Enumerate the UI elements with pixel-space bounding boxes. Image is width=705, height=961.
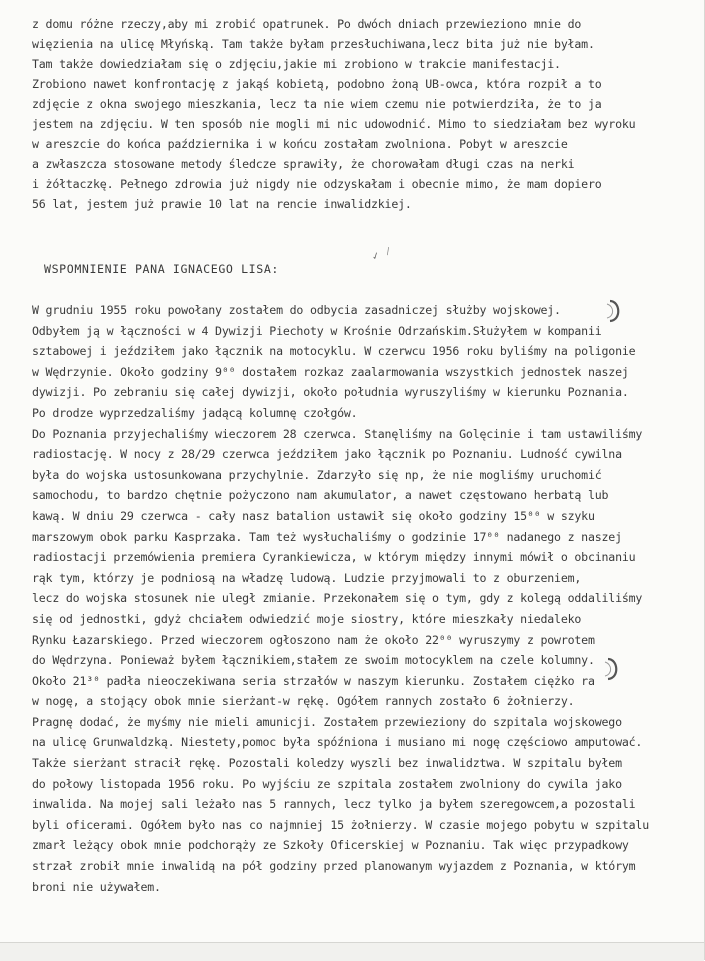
- text-line: w nogę, a stojący obok mnie sierżant-w rękę. Ogółem rannych zostało 6 żołnierzy.: [32, 694, 575, 709]
- text-line: Rynku Łazarskiego. Przed wieczorem ogłoszono nam że około 22⁰⁰ wyruszymy z powrotem: [32, 632, 595, 647]
- text-line: radiostację. W nocy z 28/29 czerwca jeździłem jako łącznik po Poznaniu. Ludność cywilna: [32, 447, 622, 462]
- text-line: sztabowej i jeździłem jako łącznik na motocyklu. W czerwcu 1956 roku byliśmy na poligonie: [32, 344, 636, 359]
- text-line: lecz do wojska stosunek nie uległ zmianie. Przekonałem się o tym, gdy z kolegą oddaliliśmy: [32, 591, 643, 606]
- text-line: kawą. W dniu 29 czerwca - cały nasz batalion ustawił się około godziny 15⁰⁰ w szyku: [32, 508, 595, 523]
- page-bottom-edge: [0, 942, 704, 961]
- text-line: więzienia na ulicę Młyńską. Tam także byłam przesłuchiwana,lecz bita już nie byłam.: [32, 37, 595, 51]
- paragraph-top: [32, 14, 666, 214]
- text-line: Po drodze wyprzedzaliśmy jadącą kolumnę czołgów.: [32, 405, 358, 420]
- text-line: 56 lat, jestem już prawie 10 lat na rencie inwalidzkiej.: [32, 197, 412, 211]
- text-line: Także sierżant stracił rękę. Pozostali koledzy wyszli bez inwalidztwa. W szpitalu byłem: [32, 756, 622, 771]
- text-line: dywizji. Po zebraniu się całej dywizji, około południa wyruszyliśmy w kierunku Poznania.: [32, 385, 629, 400]
- text-line: byli oficerami. Ogółem było nas co najmniej 15 żołnierzy. W czasie mojego pobytu w szpitalu: [32, 817, 649, 832]
- punch-hole-mark: [606, 298, 624, 324]
- text-line: marszowym obok parku Kasprzaka. Tam też wysłuchaliśmy o godzinie 17⁰⁰ nadanego z naszej: [32, 529, 622, 544]
- section-heading: WSPOMNIENIE PANA IGNACEGO LISA:: [44, 262, 279, 276]
- text-line: do Wędrzyna. Ponieważ byłem łącznikiem,stałem ze swoim motocyklem na czele kolumny.: [32, 653, 595, 668]
- text-line: rąk tym, którzy je podniosą na władzę ludową. Ludzie przyjmowali to z oburzeniem,: [32, 570, 582, 585]
- text-line: inwalida. Na mojej sali leżało nas 5 rannych, lecz tylko ja byłem szeregowcem,a pozostali: [32, 797, 636, 812]
- text-line: Do Poznania przyjechaliśmy wieczorem 28 czerwca. Stanęliśmy na Golęcinie i tam ustawiliśmy: [32, 426, 643, 441]
- text-line: a zwłaszcza stosowane metody śledcze sprawiły, że chorowałam długi czas na nerki: [32, 157, 575, 171]
- text-line: strzał zrobił mnie inwalidą na pół godziny przed planowanym wyjazdem z Poznania, w którym: [32, 859, 636, 874]
- text-line: i żółtaczkę. Pełnego zdrowia już nigdy nie odzyskałam i obecnie mimo, że mam dopiero: [32, 177, 602, 191]
- text-line: na ulicę Grunwaldzką. Niestety,pomoc była spóźniona i musiano mi nogę częściowo amputować.: [32, 735, 643, 750]
- text-line: z domu różne rzeczy,aby mi zrobić opatrunek. Po dwóch dniach przewieziono mnie do: [32, 17, 582, 31]
- text-line: Pragnę dodać, że myśmy nie mieli amunicji. Zostałem przewieziony do szpitala wojskowego: [32, 714, 622, 729]
- text-line: w areszcie do końca października i w końcu zostałam zwolniona. Pobyt w areszcie: [32, 137, 568, 151]
- text-line: jestem na zdjęciu. W ten sposób nie mogli mi nic udowodnić. Mimo to siedziałam bez wyroku: [32, 117, 636, 131]
- text-line: broni nie używałem.: [32, 879, 161, 894]
- text-line: zdjęcie z okna swojego mieszkania, lecz ta nie wiem czemu nie potwierdziła, że to ja: [32, 97, 602, 111]
- punch-hole-mark: [604, 656, 622, 682]
- text-line: radiostacji przemówienia premiera Cyrankiewicza, w którym między innymi mówił o obcinaniu: [32, 550, 636, 565]
- text-line: Odbyłem ją w łączności w 4 Dywizji Piechoty w Krośnie Odrzańskim.Służyłem w kompanii: [32, 323, 602, 338]
- text-line: się od jednostki, gdyż chciałem odwiedzić moje siostry, które mieszkały niedaleko: [32, 611, 582, 626]
- text-line: w Wędrzynie. Około godziny 9⁰⁰ dostałem rozkaz zaalarmowania wszystkich jednostek naszej: [32, 364, 629, 379]
- text-line: Zrobiono nawet konfrontację z jakąś kobietą, podobno żoną UB-owca, która rozpił a to: [32, 77, 602, 91]
- text-line: była do wojska ustosunkowana przychylnie. Zdarzyło się np, że nie mogliśmy uruchomić: [32, 467, 602, 482]
- text-line: do połowy listopada 1956 roku. Po wyjściu ze szpitala zostałem zwolniony do cywila jako: [32, 776, 622, 791]
- text-line: samochodu, to bardzo chętnie pożyczono nam akumulator, a nawet częstowano herbatą lub: [32, 488, 609, 503]
- text-line: Tam także dowiedziałam się o zdjęciu,jakie mi zrobiono w trakcie manifestacji.: [32, 57, 561, 71]
- handwritten-mark: ✓ ⁄: [370, 244, 394, 264]
- paragraph-memoir: [32, 300, 666, 897]
- text-line: W grudniu 1955 roku powołany zostałem do odbycia zasadniczej służby wojskowej.: [32, 303, 561, 317]
- text-line: Około 21³⁰ padła nieoczekiwana seria strzałów w naszym kierunku. Zostałem ciężko ra: [32, 673, 595, 688]
- text-line: zmarł leżący obok mnie podchorąży ze Szkoły Oficerskiej w Poznaniu. Tak więc przypadkowy: [32, 838, 629, 853]
